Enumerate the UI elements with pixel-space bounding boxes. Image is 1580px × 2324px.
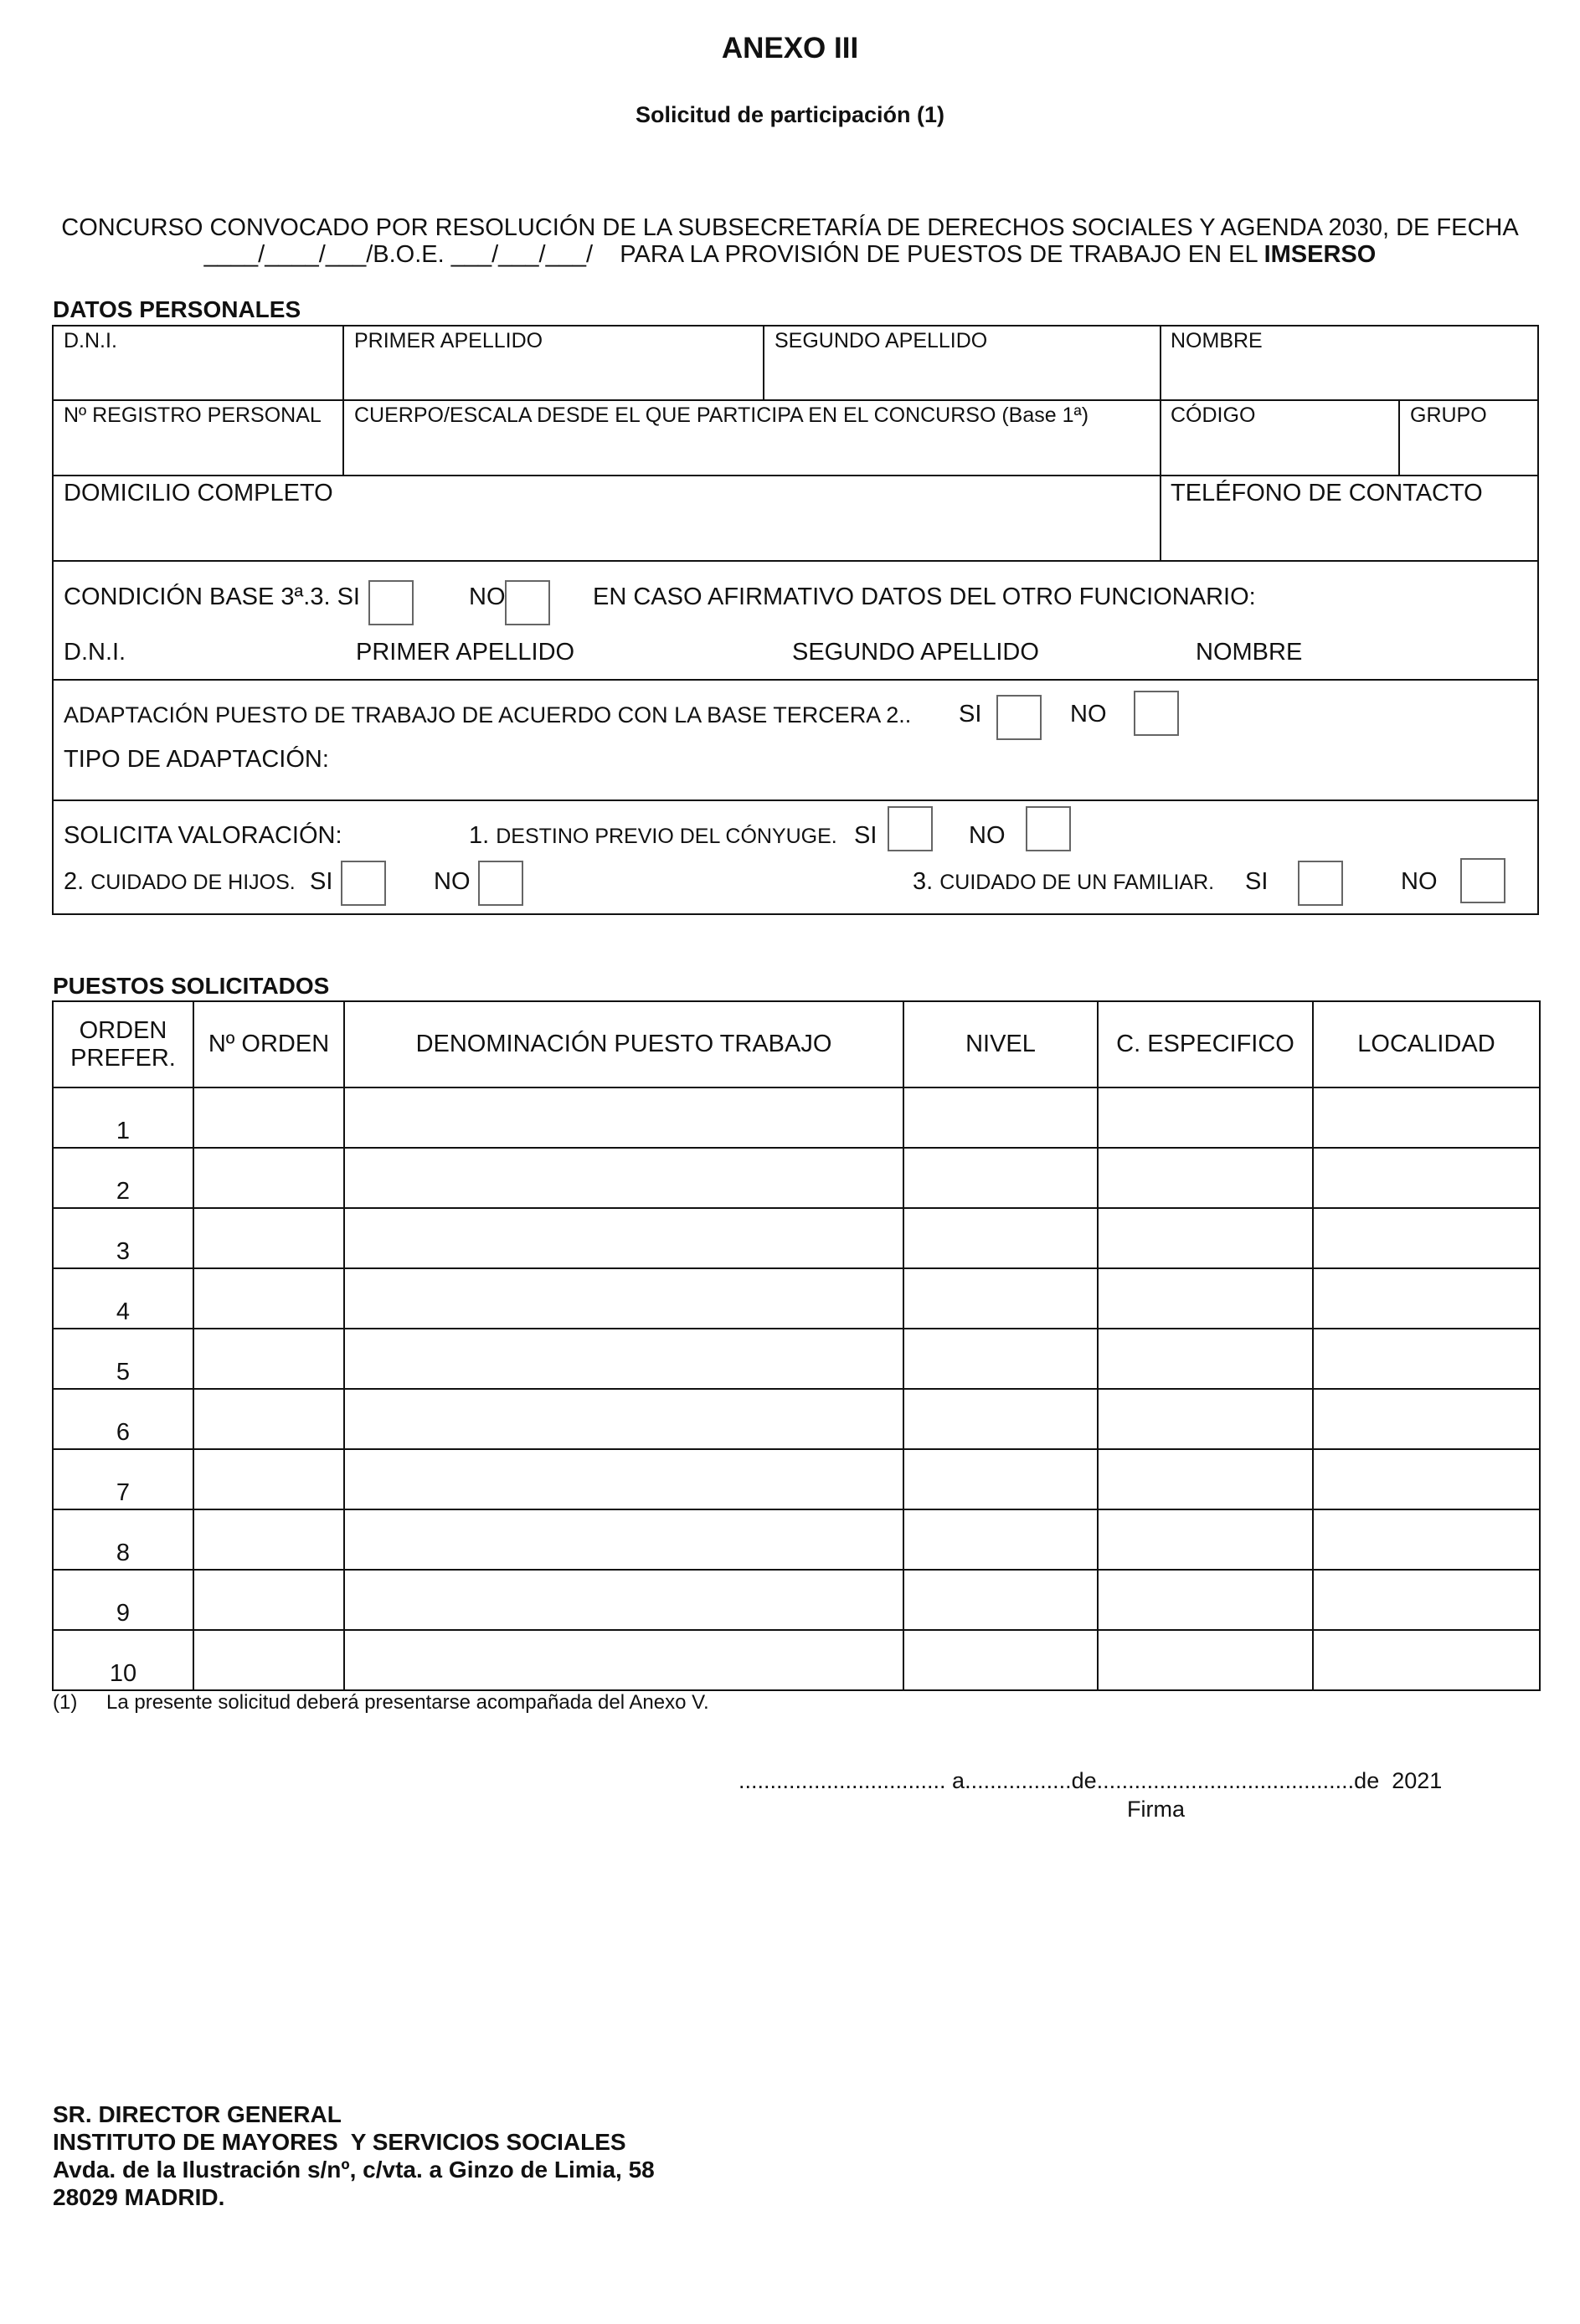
intro-line-1: CONCURSO CONVOCADO POR RESOLUCIÓN DE LA SUBSECRETARÍA DE DERECHOS SOCIALES Y AGENDA 2030, DE FECHA (61, 214, 1519, 241)
separator (1398, 399, 1400, 476)
denominacion-cell[interactable] (344, 1087, 903, 1148)
otro-dni-field[interactable]: D.N.I. (64, 639, 126, 666)
column-header: DENOMINACIÓN PUESTO TRABAJO (344, 1001, 903, 1087)
footnote-text: La presente solicitud deberá presentarse acompañada del Anexo V. (106, 1691, 709, 1714)
nivel-cell[interactable] (903, 1329, 1098, 1389)
date-place-line[interactable]: ................................. a.................de.........................................de 2021 (739, 1768, 1443, 1793)
afirmativo-label: EN CASO AFIRMATIVO DATOS DEL OTRO FUNCIONARIO: (593, 584, 1256, 610)
nivel-cell[interactable] (903, 1148, 1098, 1208)
n-orden-cell[interactable] (193, 1570, 344, 1630)
puestos-table (52, 1000, 1541, 1691)
item-1-no-label: NO (969, 822, 1006, 849)
imserso-label: IMSERSO (1263, 241, 1377, 268)
table-row (53, 1630, 1540, 1690)
segundo-apellido-field[interactable]: SEGUNDO APELLIDO (775, 329, 988, 352)
column-header: NIVEL (903, 1001, 1098, 1087)
adaptacion-si-label: SI (959, 701, 982, 728)
item-1-number: 1. (469, 822, 490, 849)
orden-prefer-cell: 3 (53, 1208, 193, 1268)
nivel-cell[interactable] (903, 1570, 1098, 1630)
item-1-si-label: SI (854, 822, 877, 849)
form-subtitle: Solicitud de participación (1) (635, 102, 945, 127)
domicilio-field[interactable]: DOMICILIO COMPLETO (64, 480, 333, 506)
separator (52, 800, 1539, 801)
item-2-no-checkbox[interactable] (478, 861, 523, 906)
separator (52, 475, 1539, 476)
denominacion-cell[interactable] (344, 1208, 903, 1268)
localidad-cell[interactable] (1313, 1268, 1540, 1329)
localidad-cell[interactable] (1313, 1208, 1540, 1268)
n-orden-cell[interactable] (193, 1449, 344, 1509)
table-row (53, 1509, 1540, 1570)
localidad-cell[interactable] (1313, 1509, 1540, 1570)
valoracion-item-2 (64, 868, 296, 896)
adaptacion-no-checkbox[interactable] (1134, 691, 1179, 736)
denominacion-cell[interactable] (344, 1329, 903, 1389)
item-2-text: CUIDADO DE HIJOS. (90, 871, 296, 894)
denominacion-cell[interactable] (344, 1570, 903, 1630)
denominacion-cell[interactable] (344, 1268, 903, 1329)
adaptacion-no-label: NO (1070, 701, 1107, 728)
separator (763, 325, 764, 401)
item-3-number: 3. (913, 868, 934, 895)
denominacion-cell[interactable] (344, 1630, 903, 1690)
c-especifico-cell[interactable] (1098, 1630, 1313, 1690)
separator (342, 325, 344, 476)
address-line: 28029 MADRID. (53, 2184, 225, 2210)
column-header: Nº ORDEN (193, 1001, 344, 1087)
nivel-cell[interactable] (903, 1208, 1098, 1268)
item-3-no-label: NO (1401, 868, 1438, 895)
localidad-cell[interactable] (1313, 1329, 1540, 1389)
c-especifico-cell[interactable] (1098, 1509, 1313, 1570)
separator (52, 679, 1539, 681)
orden-prefer-cell: 9 (53, 1570, 193, 1630)
recipient-address (53, 2100, 655, 2211)
item-1-no-checkbox[interactable] (1026, 806, 1071, 851)
n-orden-cell[interactable] (193, 1208, 344, 1268)
table-row (53, 1329, 1540, 1389)
c-especifico-cell[interactable] (1098, 1329, 1313, 1389)
nivel-cell[interactable] (903, 1268, 1098, 1329)
c-especifico-cell[interactable] (1098, 1389, 1313, 1449)
item-1-text: DESTINO PREVIO DEL CÓNYUGE. (496, 825, 837, 848)
valoracion-label: SOLICITA VALORACIÓN: (64, 822, 342, 849)
column-header: ORDEN PREFER. (53, 1001, 193, 1087)
annex-title: ANEXO III (721, 32, 859, 64)
c-especifico-cell[interactable] (1098, 1087, 1313, 1148)
item-3-no-checkbox[interactable] (1460, 858, 1505, 903)
c-especifico-cell[interactable] (1098, 1208, 1313, 1268)
localidad-cell[interactable] (1313, 1389, 1540, 1449)
footnote-marker: (1) (53, 1691, 78, 1714)
condicion-si-checkbox[interactable] (368, 580, 414, 625)
orden-prefer-cell: 8 (53, 1509, 193, 1570)
item-3-si-label: SI (1245, 868, 1269, 895)
orden-prefer-cell: 10 (53, 1630, 193, 1690)
table-row (53, 1087, 1540, 1148)
c-especifico-cell[interactable] (1098, 1148, 1313, 1208)
table-row (53, 1268, 1540, 1329)
grupo-field[interactable]: GRUPO (1410, 404, 1487, 427)
table-row (53, 1208, 1540, 1268)
n-orden-cell[interactable] (193, 1148, 344, 1208)
primer-apellido-field[interactable]: PRIMER APELLIDO (354, 329, 543, 352)
codigo-field[interactable]: CÓDIGO (1171, 404, 1256, 427)
tipo-adaptacion-field[interactable]: TIPO DE ADAPTACIÓN: (64, 746, 329, 773)
item-3-si-checkbox[interactable] (1298, 861, 1343, 906)
nivel-cell[interactable] (903, 1087, 1098, 1148)
adaptacion-si-checkbox[interactable] (996, 695, 1042, 740)
item-2-number: 2. (64, 868, 85, 895)
nivel-cell[interactable] (903, 1509, 1098, 1570)
cuerpo-escala-field[interactable]: CUERPO/ESCALA DESDE EL QUE PARTICIPA EN EL CONCURSO (Base 1ª) (354, 404, 1089, 427)
table-row (53, 1449, 1540, 1509)
otro-nombre-field[interactable]: NOMBRE (1196, 639, 1303, 666)
personal-section-title: DATOS PERSONALES (53, 296, 301, 322)
column-header: LOCALIDAD (1313, 1001, 1540, 1087)
orden-prefer-cell: 6 (53, 1389, 193, 1449)
address-line: INSTITUTO DE MAYORES Y SERVICIOS SOCIALES (53, 2129, 626, 2155)
item-3-text: CUIDADO DE UN FAMILIAR. (939, 871, 1215, 894)
address-line: Avda. de la Ilustración s/nº, c/vta. a Ginzo de Limia, 58 (53, 2157, 655, 2183)
n-orden-cell[interactable] (193, 1329, 344, 1389)
valoracion-item-1 (469, 822, 837, 850)
nombre-field[interactable]: NOMBRE (1171, 329, 1263, 352)
orden-prefer-cell: 5 (53, 1329, 193, 1389)
n-orden-cell[interactable] (193, 1389, 344, 1449)
condicion-no-label: NO (469, 584, 506, 610)
column-header: C. ESPECIFICO (1098, 1001, 1313, 1087)
n-orden-cell[interactable] (193, 1509, 344, 1570)
denominacion-cell[interactable] (344, 1389, 903, 1449)
separator (52, 399, 1539, 401)
dni-field[interactable]: D.N.I. (64, 329, 117, 352)
valoracion-item-3 (913, 868, 1214, 896)
denominacion-cell[interactable] (344, 1449, 903, 1509)
orden-prefer-cell: 7 (53, 1449, 193, 1509)
orden-prefer-cell: 1 (53, 1087, 193, 1148)
item-2-si-label: SI (310, 868, 333, 895)
item-2-no-label: NO (434, 868, 471, 895)
separator (52, 560, 1539, 562)
registro-personal-field[interactable]: Nº REGISTRO PERSONAL (64, 404, 322, 427)
table-row (53, 1389, 1540, 1449)
item-2-si-checkbox[interactable] (341, 861, 386, 906)
localidad-cell[interactable] (1313, 1630, 1540, 1690)
table-header-row (53, 1001, 1540, 1087)
orden-prefer-cell: 4 (53, 1268, 193, 1329)
orden-prefer-cell: 2 (53, 1148, 193, 1208)
firma-label: Firma (1127, 1797, 1185, 1822)
denominacion-cell[interactable] (344, 1509, 903, 1570)
separator (1160, 325, 1161, 562)
c-especifico-cell[interactable] (1098, 1268, 1313, 1329)
localidad-cell[interactable] (1313, 1087, 1540, 1148)
adaptacion-label: ADAPTACIÓN PUESTO DE TRABAJO DE ACUERDO CON LA BASE TERCERA 2.. (64, 702, 912, 728)
localidad-cell[interactable] (1313, 1449, 1540, 1509)
c-especifico-cell[interactable] (1098, 1449, 1313, 1509)
puestos-section-title: PUESTOS SOLICITADOS (53, 973, 330, 999)
nivel-cell[interactable] (903, 1630, 1098, 1690)
n-orden-cell[interactable] (193, 1087, 344, 1148)
otro-primer-apellido-field[interactable]: PRIMER APELLIDO (356, 639, 575, 666)
condicion-base-label: CONDICIÓN BASE 3ª.3. SI (64, 584, 360, 610)
n-orden-cell[interactable] (193, 1630, 344, 1690)
c-especifico-cell[interactable] (1098, 1570, 1313, 1630)
otro-segundo-apellido-field[interactable]: SEGUNDO APELLIDO (792, 639, 1039, 666)
nivel-cell[interactable] (903, 1389, 1098, 1449)
intro-line-2 (0, 241, 1580, 269)
n-orden-cell[interactable] (193, 1268, 344, 1329)
denominacion-cell[interactable] (344, 1148, 903, 1208)
localidad-cell[interactable] (1313, 1570, 1540, 1630)
localidad-cell[interactable] (1313, 1148, 1540, 1208)
nivel-cell[interactable] (903, 1449, 1098, 1509)
item-1-si-checkbox[interactable] (888, 806, 933, 851)
address-line: SR. DIRECTOR GENERAL (53, 2101, 342, 2127)
table-row (53, 1570, 1540, 1630)
intro-line-2-text: ____/____/___/B.O.E. ___/___/___/ PARA LA PROVISIÓN DE PUESTOS DE TRABAJO EN EL (203, 241, 1264, 268)
table-row (53, 1148, 1540, 1208)
condicion-no-checkbox[interactable] (505, 580, 550, 625)
telefono-field[interactable]: TELÉFONO DE CONTACTO (1171, 480, 1483, 506)
